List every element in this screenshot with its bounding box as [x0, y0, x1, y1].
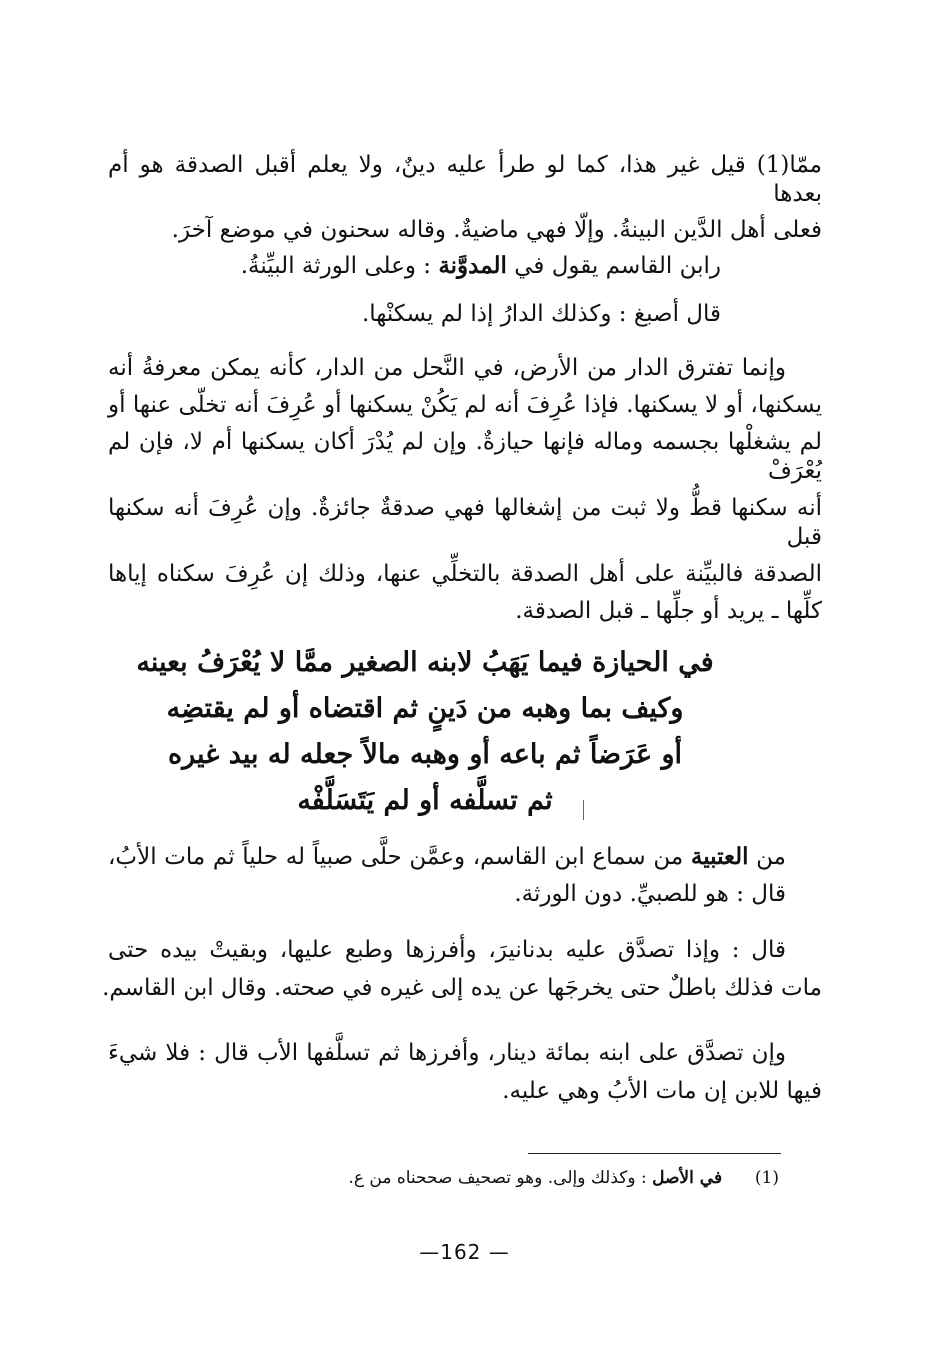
mudawwana-title: المدوَّنة — [438, 252, 507, 279]
paragraph-2-text-a: رابن القاسم يقول في — [506, 253, 721, 279]
paragraph-3-line: قال أصبغ : وكذلك الدارُ إذا لم يسكنْها. — [361, 301, 721, 327]
section-heading-line-4: ثم تسلَّفه أو لم يَتَسَلَّفْه — [297, 785, 553, 816]
section-heading — [130, 640, 720, 824]
paragraph-7-line-1: وإن تصدَّق على ابنه بمائة دينار، وأفرزها ثم تسلَّفها الأب قال : فلا شيءَ — [108, 1040, 786, 1066]
paragraph-5-text-b: من سماع ابن القاسم، وعمَّن حلَّى صبياً له حلياً ثم مات الأبُ، — [108, 844, 691, 870]
section-heading-line-2: وكيف بما وهبه من دَينٍ ثم اقتضاه أو لم يقتضِه — [166, 693, 684, 724]
footnote-text: : وكذلك وإلى. وهو تصحيف صححناه من ع. — [348, 1168, 653, 1188]
footnote — [348, 1165, 779, 1191]
paragraph-1 — [108, 151, 822, 245]
paragraph-6 — [102, 936, 822, 1003]
paragraph-5-line-1 — [108, 842, 822, 872]
paragraph-1-line-1: ممّا(1) قيل غير هذا، كما لو طرأ عليه دينٌ، ولا يعلم أقبل الصدقة هو أم بعدها — [108, 152, 822, 207]
paragraph-5-text-a: من — [748, 844, 787, 870]
footnote-source: في الأصل — [652, 1168, 723, 1188]
page-number: —162 — — [419, 1240, 510, 1264]
paragraph-5-line-2: قال : هو للصبيِّ. دون الورثة. — [514, 881, 786, 907]
stray-mark — [583, 800, 584, 820]
paragraph-4-line-1: وإنما تفترق الدار من الأرض، في النَّحل من الدار، كأنه يمكن معرفةُ أنه — [108, 355, 786, 381]
paragraph-2 — [161, 251, 721, 281]
paragraph-6-line-2: مات فذلك باطلٌ حتى يخرجَها عن يده إلى غيره في صحته. وقال ابن القاسم. — [102, 975, 822, 1001]
paragraph-7-line-2: فيها للابن إن مات الأبُ وهي عليه. — [502, 1078, 822, 1104]
paragraph-4-line-5: الصدقة فالبيِّنة على أهل الصدقة بالتخلِّي عنها، وذلك إن عُرِفَ سكناه إياها — [108, 561, 822, 587]
paragraph-7 — [108, 1039, 822, 1106]
paragraph-4-line-3: لم يشغلْها بجسمه وماله فإنها حيازةٌ. وإن لم يُدْرَ أكان يسكنها أم لا، فإن لم يُعْرَفْ — [108, 429, 822, 484]
footnote-divider — [528, 1153, 781, 1154]
paragraph-5 — [108, 842, 822, 909]
paragraph-4-line-4: أنه سكنها قطُّ ولا ثبت من إشغالها فهي صدقةٌ جائزةٌ. وإن عُرِفَ أنه سكنها قبل — [108, 495, 822, 550]
footnote-number: (1) — [754, 1168, 779, 1188]
utbiyya-title: العتبية — [690, 843, 749, 870]
paragraph-2-line — [161, 251, 721, 281]
paragraph-4-line-2: يسكنها، أو لا يسكنها. فإذا عُرِفَ أنه لم يَكُنْ يسكنها أو عُرِفَ أنه تخلّى عنها أو — [108, 392, 822, 418]
paragraph-4 — [108, 354, 822, 626]
paragraph-4-line-6: كلِّها ـ يريد أو جلِّها ـ قبل الصدقة. — [515, 598, 822, 624]
paragraph-3 — [161, 300, 721, 329]
paragraph-1-line-2: فعلى أهل الدَّين البينةُ. وإلّا فهي ماضيةٌ. وقاله سحنون في موضع آخرَ. — [171, 217, 822, 243]
paragraph-2-text-b: : وعلى الورثة البيِّنةُ. — [240, 253, 439, 279]
section-heading-line-1: في الحيازة فيما يَهَبُ لابنه الصغير ممَّا لا يُعْرَفُ بعينه — [136, 647, 714, 678]
section-heading-line-3: أو عَرَضاً ثم باعه أو وهبه مالاً جعله له بيد غيره — [167, 739, 682, 770]
paragraph-6-line-1: قال : وإذا تصدَّق عليه بدنانيرَ، وأفرزها وطبع عليها، وبقيتْ بيده حتى — [108, 937, 786, 963]
